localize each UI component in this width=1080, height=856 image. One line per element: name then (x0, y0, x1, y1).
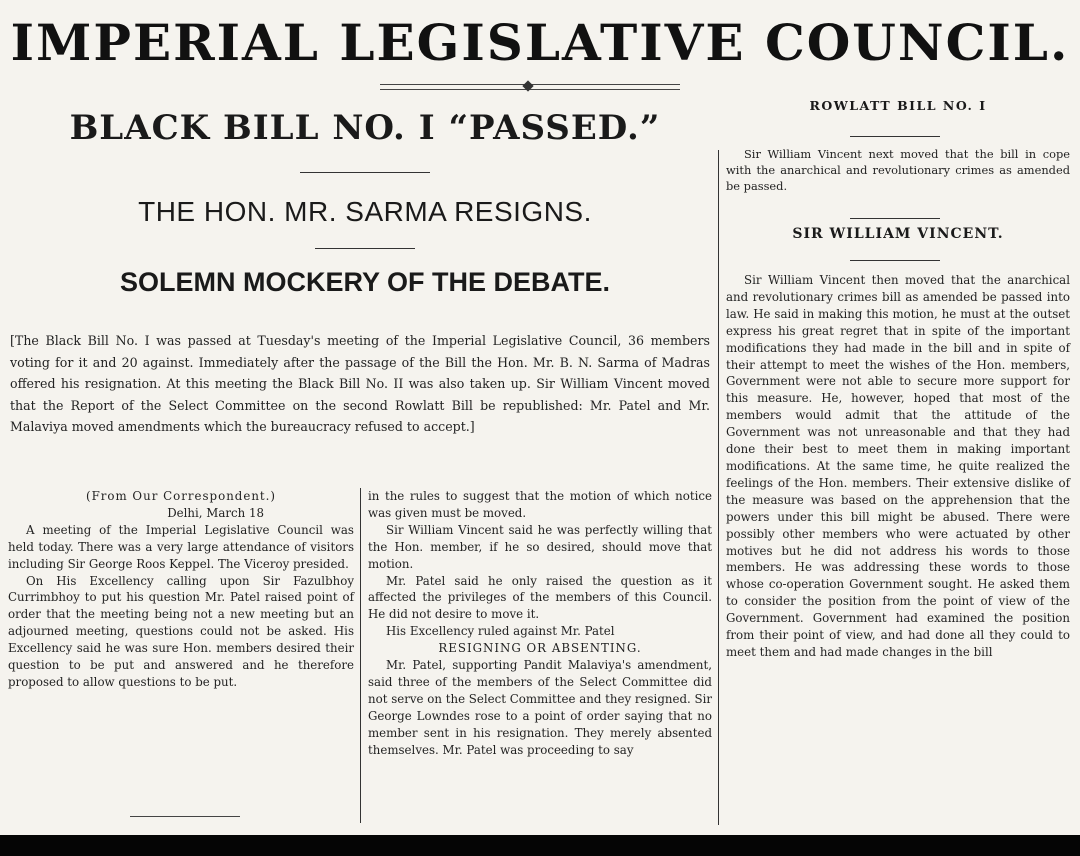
banner-title: IMPERIAL LEGISLATIVE COUNCIL. (10, 13, 1070, 72)
headline-rule (300, 172, 430, 173)
paragraph: His Excellency ruled against Mr. Patel (386, 624, 615, 639)
subheadline-rule (315, 248, 415, 249)
dateline: Delhi, March 18 (167, 505, 264, 520)
section-subhead: RESIGNING OR ABSENTING. (438, 641, 642, 656)
sub-headline: THE HON. MR. SARMA RESIGNS. (138, 196, 592, 227)
bottom-bar (0, 835, 1080, 856)
section-rule (850, 260, 940, 261)
paragraph: A meeting of the Imperial Legislative Council was held today. There was a very large attendance of visitors including Sir George Roos Keppel. The Viceroy presided. (8, 522, 354, 571)
article-column-2 (368, 488, 712, 759)
article-column-3 (726, 272, 1070, 661)
section-rule (850, 218, 940, 219)
paragraph: On His Excellency calling upon Sir Fazulbhoy Currimbhoy to put his question Mr. Patel raised point of order that the meeting being not a new meeting but an adjourned meeting, questions could not be asked. His Excellency said he was sure Hon. members desired their question to be put and answered and he therefore proposed to allow questions to be put. (8, 573, 354, 689)
article-column-1 (8, 488, 354, 691)
rowlatt-paragraph (726, 146, 1070, 194)
main-headline: BLACK BILL NO. I “PASSED.” (69, 108, 661, 148)
column-divider (360, 488, 361, 823)
paragraph: Sir William Vincent then moved that the anarchical and revolutionary crimes bill as amended be passed into law. He said in making this motion, he must at the outset express his great regret that in spite of the important modifications they had made in the bill and in spite of their attempt to meet the wishes of the Hon. members, Government were not able to secure more support for this measure. He, however, hoped that most of the members would admit that the attitude of the Government was not unreasonable and that they had done their best to meet them in making important modifications. At the same time, he quite realized the feelings of the Hon. members. Their extensive dislike of the measure was based on the apprehension that the powers under this bill might be abused. There were possibly other members who were actuated by other motives but he did not address his words to those members. He was addressing these words to those whose co-operation Government sought. He asked them to consider the position from the point of view of the Government. Government had examined the position from their point of view, and had done all they could to meet them and had made changes in the bill (726, 273, 1070, 659)
paragraph: in the rules to suggest that the motion of which notice was given must be moved. (368, 489, 712, 520)
paragraph: Mr. Patel, supporting Pandit Malaviya's amendment, said three of the members of the Select Committee did not serve on the Select Committee and they resigned. Sir George Lowndes rose to a point of order saying that no member sent in his resignation. They merely absented themselves. Mr. Patel was proceeding to say (368, 658, 712, 757)
column-divider (718, 150, 719, 825)
deck-headline: SOLEMN MOCKERY OF THE DEBATE. (119, 267, 611, 297)
paragraph: Sir William Vincent next moved that the bill in cope with the anarchical and revolutionary crimes as amended be passed. (726, 147, 1070, 193)
paragraph: Sir William Vincent said he was perfectly willing that the Hon. member, if he so desired, should move that motion. (368, 522, 712, 571)
correspondent-line: (From Our Correspondent.) (85, 489, 277, 503)
column-end-rule (130, 816, 240, 817)
paragraph: Mr. Patel said he only raised the question as it affected the privileges of the members of this Council. He did not desire to move it. (368, 573, 712, 622)
summary-paragraph: [The Black Bill No. I was passed at Tuesday's meeting of the Imperial Legislative Council, 36 members voting for it and 20 against. Immediately after the passage of the Bill the Hon. Mr. B. N. Sarma of Madras offered his resignation. At this meeting the Black Bill No. II was also taken up. Sir William Vincent moved that the Report of the Select Committee on the second Rowlatt Bill be republished: Mr. Patel and Mr. Malaviya moved amendments which the bureaucracy refused to accept.] (10, 333, 710, 434)
section-rule (850, 136, 940, 137)
section-head-vincent: SIR WILLIAM VINCENT. (792, 226, 1004, 242)
section-head-rowlatt: ROWLATT BILL NO. I (809, 98, 987, 113)
